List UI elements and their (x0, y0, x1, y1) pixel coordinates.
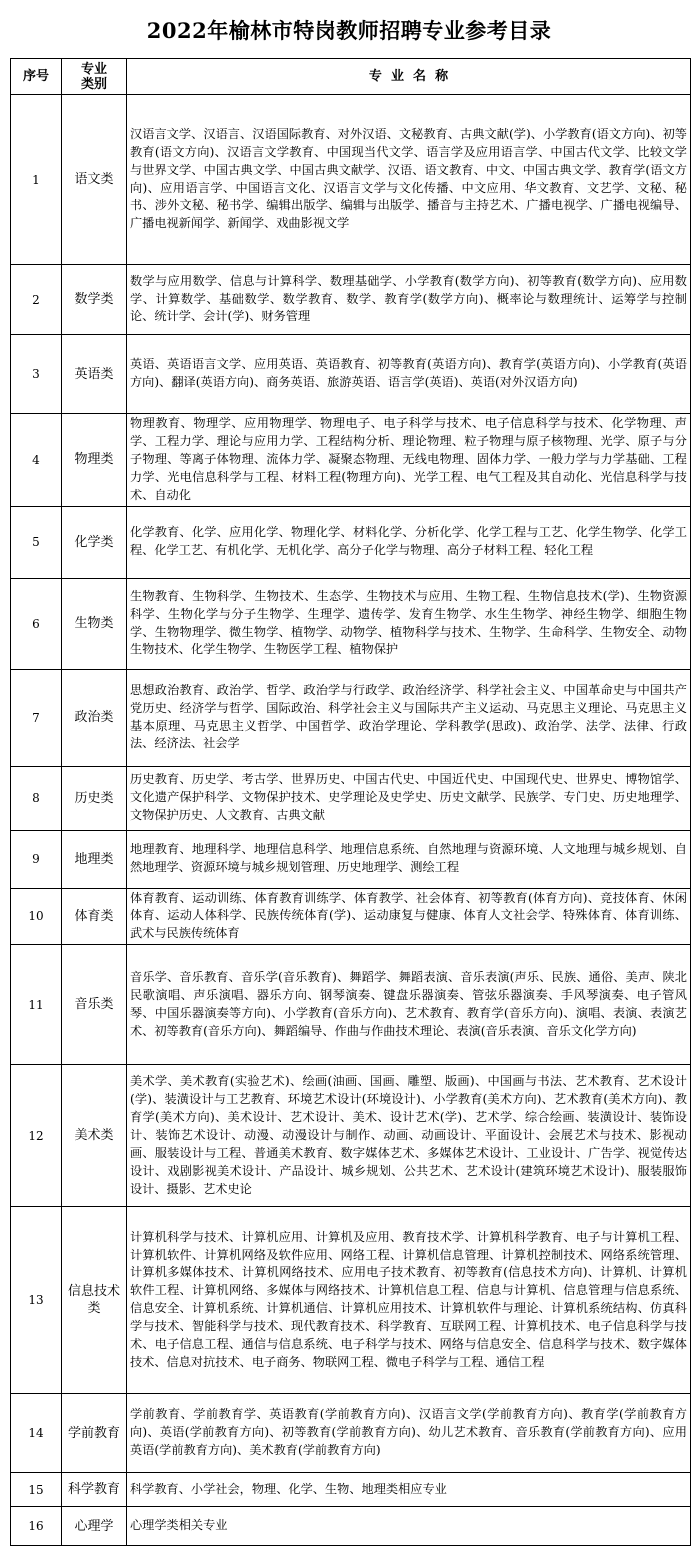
row-majors (127, 95, 691, 265)
row-majors-text: 历史教育、历史学、考古学、世界历史、中国古代史、中国近代史、中国现代史、世界史、博物馆学、文化遗产保护科学、文物保护技术、史学理论及史学史、历史文献学、民族学、专门史、历史地理学、文物保护历史、人文教育、古典文献 (130, 772, 687, 822)
row-category-text: 化学类 (74, 534, 114, 550)
row-category-text: 美术类 (74, 1128, 114, 1144)
row-category-text: 学前教育 (67, 1425, 120, 1441)
row-majors (127, 506, 691, 578)
row-index: 10 (11, 888, 62, 945)
row-category (62, 1507, 127, 1546)
row-category-text: 政治类 (74, 710, 114, 726)
row-category-text: 信息技术类 (68, 1284, 121, 1317)
row-majors-text: 地理教育、地理科学、地理信息科学、地理信息系统、自然地理与资源环境、人文地理与城乡规划、自然地理学、资源环境与城乡规划管理、历史地理学、测绘工程 (130, 842, 687, 875)
row-index: 3 (11, 335, 62, 414)
row-index: 15 (11, 1473, 62, 1507)
row-category-text: 数学类 (74, 292, 114, 307)
row-majors-text: 科学教育、小学社会，物理、化学、生物、地理类相应专业 (130, 1481, 447, 1496)
row-category (62, 95, 127, 265)
row-majors-text: 汉语言文学、汉语言、汉语国际教育、对外汉语、文秘教育、古典文献(学)、小学教育(语文方向)、初等教育(语文方向)、汉语言文学教育、中国现当代文学、语言学及应用语言学、中国古代文学、比较文学与世界文学、中国古典文学、中国古典文献学、汉语、语文教育、中文、中国古典文学、教育学(语文方向)、应用语言学、中国语言文化、汉语言文学与文化传播、中文应用、华文教育、文艺学、文秘、秘书、涉外文秘、秘书学、编辑出版学、编辑与出版学、播音与主持艺术、广播电视学、广播电视编导、广播电视新闻学、新闻学、戏曲影视文学 (130, 126, 687, 231)
major-catalog-table (10, 58, 691, 1546)
row-majors (127, 888, 691, 945)
header-category-text: 专业类别 (80, 61, 107, 92)
row-majors-text: 体育教育、运动训练、体育教育训练学、体育教学、社会体育、初等教育(体育方向)、竞技体育、休闲体育、运动人体科学、民族传统体育(学)、运动康复与健康、体育人文社会学、特殊体育、体育训练、武术与民族传统体育 (130, 890, 687, 941)
row-category-text: 心理学 (74, 1518, 114, 1534)
row-majors-text: 英语、英语语言文学、应用英语、英语教育、初等教育(英语方向)、教育学(英语方向)、小学教育(英语方向)、翻译(英语方向)、商务英语、旅游英语、语言学(英语)、英语(对外汉语方向) (130, 357, 687, 389)
row-index: 1 (11, 95, 62, 265)
table-row (11, 578, 691, 669)
row-index: 13 (11, 1207, 62, 1394)
row-category-text: 音乐类 (74, 997, 114, 1013)
row-category (62, 669, 127, 766)
row-majors (127, 1065, 691, 1207)
row-majors-text: 音乐学、音乐教育、音乐学(音乐教育)、舞蹈学、舞蹈表演、音乐表演(声乐、民族、通俗、美声、陕北民歌演唱、声乐演唱、器乐方向、钢琴演奏、键盘乐器演奏、管弦乐器演奏、手风琴演奏、电子管风琴、中国乐器演奏等方向)、小学教育(音乐方向)、艺术教育、教育学(音乐方向)、演唱、表演、表演艺术、初等教育(音乐方向)、舞蹈编导、作曲与作曲技术理论、表演(音乐表演、音乐文化学方向) (130, 969, 687, 1038)
row-category-text: 生物类 (74, 616, 114, 632)
row-majors (127, 1473, 691, 1507)
row-category (62, 414, 127, 507)
table-header-row (11, 59, 691, 95)
row-category (62, 506, 127, 578)
row-category-text: 体育类 (74, 908, 114, 924)
row-category (62, 1473, 127, 1507)
row-category (62, 830, 127, 888)
row-majors (127, 945, 691, 1065)
row-category (62, 578, 127, 669)
row-category (62, 1394, 127, 1473)
row-index: 7 (11, 669, 62, 766)
row-index: 11 (11, 945, 62, 1065)
row-majors-text: 数学与应用数学、信息与计算科学、数理基础学、小学教育(数学方向)、初等教育(数学方向)、应用数学、计算数学、基础数学、数学教育、数学、教育学(数学方向)、概率论与数理统计、运筹学与控制论、统计学、会计(学)、财务管理 (130, 273, 687, 324)
row-majors-text: 思想政治教育、政治学、哲学、政治学与行政学、政治经济学、科学社会主义、中国革命史与中国共产党历史、经济学与哲学、国际政治、科学社会主义与国际共产主义运动、马克思主义理论、马克思主义基本原理、马克思主义哲学、中国哲学、政治学理论、学科教学(思政)、政治学、法学、法律、行政法、经济法、社会学 (130, 682, 687, 751)
row-index: 16 (11, 1507, 62, 1546)
row-category (62, 335, 127, 414)
row-index: 14 (11, 1394, 62, 1473)
row-majors-text: 化学教育、化学、应用化学、物理化学、材料化学、分析化学、化学工程与工艺、化学生物学、化学工程、化学工艺、有机化学、无机化学、高分子化学与物理、高分子材料工程、轻化工程 (130, 525, 687, 558)
row-majors-text: 心理学类相关专业 (130, 1518, 228, 1533)
row-category (62, 766, 127, 830)
row-category-text: 科学教育 (67, 1482, 120, 1498)
row-category (62, 1065, 127, 1207)
row-index: 2 (11, 265, 62, 335)
row-majors (127, 265, 691, 335)
row-category-text: 物理类 (74, 452, 114, 468)
row-majors-text: 生物教育、生物科学、生物技术、生态学、生物技术与应用、生物工程、生物信息技术(学)、生物资源科学、生物化学与分子生物学、生理学、遗传学、发育生物学、水生生物学、神经生物学、细胞生物学、生物物理学、微生物学、植物学、动物学、植物科学与技术、生物学、生命科学、生物安全、动物生物技术、化学生物学、生物医学工程、植物保护 (130, 588, 687, 657)
row-majors (127, 414, 691, 507)
table-row (11, 669, 691, 766)
row-majors (127, 1507, 691, 1546)
table-row (11, 830, 691, 888)
row-index: 12 (11, 1065, 62, 1207)
table-row (11, 506, 691, 578)
table-row (11, 1394, 691, 1473)
row-majors (127, 830, 691, 888)
header-majors: 专 业 名 称 (127, 59, 691, 95)
row-index: 9 (11, 830, 62, 888)
table-row (11, 1473, 691, 1507)
row-category-text: 历史类 (74, 790, 114, 806)
row-majors (127, 766, 691, 830)
row-majors-text: 计算机科学与技术、计算机应用、计算机及应用、教育技术学、计算机科学教育、电子与计算机工程、计算机软件、计算机网络及软件应用、网络工程、计算机信息管理、计算机控制技术、网络系统管理、计算机多媒体技术、计算机网络技术、应用电子技术教育、初等教育(信息技术方向)、计算机、计算机软件工程、计算机网络、多媒体与网络技术、计算机信息工程、信息与计算机、信息管理与信息系统、信息安全、计算机系统、计算机通信、计算机应用技术、计算机软件与理论、计算机系统结构、仿真科学与技术、智能科学与技术、现代教育技术、科学教育、互联网工程、计算机技术、电子信息科学与技术、电子信息工程、通信与信息系统、电子科学与技术、网络与信息安全、信息科学与技术、数字媒体技术、信息对抗技术、电子商务、物联网工程、微电子科学与工程、通信工程 (130, 1229, 687, 1369)
table-row (11, 414, 691, 507)
row-majors-text: 美术学、美术教育(实验艺术)、绘画(油画、国画、雕塑、版画)、中国画与书法、艺术教育、艺术设计(学)、装潢设计与工艺教育、环境艺术设计(环境设计)、小学教育(美术方向)、艺术教育(美术方向)、教育学(美术方向)、美术设计、艺术设计、美术、设计艺术(学)、艺术学、综合绘画、装潢设计、装饰设计、装饰艺术设计、动漫、动漫设计与制作、动画、动画设计、平面设计、会展艺术与技术、影视动画、服装设计与工程、普通美术教育、数字媒体艺术、多媒体艺术设计、工业设计、广告学、视觉传达设计、戏剧影视美术设计、产品设计、城乡规划、公共艺术、艺术设计(建筑环境艺术设计)、服装服饰设计、摄影、艺术史论 (130, 1074, 687, 1196)
row-index: 6 (11, 578, 62, 669)
row-majors-text: 学前教育、学前教育学、英语教育(学前教育方向)、汉语言文学(学前教育方向)、教育学(学前教育方向)、英语(学前教育方向)、初等教育(学前教育方向)、幼儿艺术教育、音乐教育(学前教育方向)、应用英语(学前教育方向)、美术教育(学前教育方向) (130, 1407, 687, 1458)
table-row (11, 265, 691, 335)
row-majors-text: 物理教育、物理学、应用物理学、物理电子、电子科学与技术、电子信息科学与技术、化学物理、声学、工程力学、理论与应用力学、工程结构分析、理论物理、粒子物理与原子核物理、光学、原子与分子物理、等离子体物理、流体力学、凝聚态物理、无线电物理、固体力学、一般力学与力学基础、工程力学、光电信息科学与工程、材料工程(物理方向)、光学工程、电气工程及其自动化、光信息科学与技术、自动化 (130, 416, 687, 502)
table-row (11, 335, 691, 414)
row-category (62, 888, 127, 945)
row-category (62, 1207, 127, 1394)
row-category (62, 265, 127, 335)
table-row (11, 888, 691, 945)
row-majors (127, 669, 691, 766)
row-index: 8 (11, 766, 62, 830)
table-row (11, 1207, 691, 1394)
row-majors (127, 335, 691, 414)
header-category (62, 59, 127, 95)
row-majors (127, 1207, 691, 1394)
table-row (11, 95, 691, 265)
row-category-text: 英语类 (74, 366, 114, 382)
row-majors (127, 1394, 691, 1473)
page-title: 2022年榆林市特岗教师招聘专业参考目录 (146, 18, 552, 43)
table-row (11, 1507, 691, 1546)
row-index: 4 (11, 414, 62, 507)
header-index: 序号 (11, 59, 62, 95)
row-category-text: 地理类 (74, 851, 114, 867)
row-majors (127, 578, 691, 669)
row-index: 5 (11, 506, 62, 578)
table-row (11, 766, 691, 830)
row-category (62, 945, 127, 1065)
row-category-text: 语文类 (74, 172, 114, 187)
table-row (11, 945, 691, 1065)
table-row (11, 1065, 691, 1207)
